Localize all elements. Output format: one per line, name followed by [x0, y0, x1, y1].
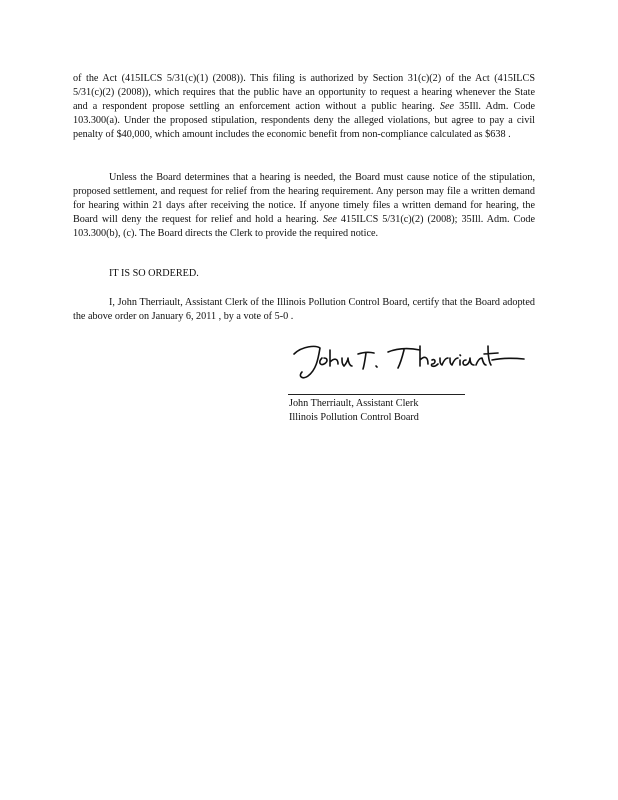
- see-citation-1: See: [439, 101, 455, 112]
- handwritten-signature: [288, 336, 528, 386]
- paragraph-1-continuation: 35Ill. Adm. Code 103.300(a). Under the proposed stipulation, respondents deny the alleged violations, but agree to pay a civil penalty of $40,000, which amount includes the economic benefit from non-compliance calculated as $638 .: [73, 101, 535, 140]
- signer-block: [289, 397, 419, 425]
- see-citation-2: See: [322, 214, 337, 225]
- certification-paragraph: I, John Therriault, Assistant Clerk of the Illinois Pollution Control Board, certify that the Board adopted the above order on January 6, 2011 , by a vote of 5-0 .: [73, 297, 535, 322]
- paragraph-1-text: of the Act (415ILCS 5/31(c)(1) (2008)). This filing is authorized by Section 31(c)(2) of the Act (415ILCS 5/31(c)(2) (2008)), which requires that the public have an opportunity to request a hearing whenever the State and a respondent propose settling an enforcement action without a public hearing.: [73, 73, 535, 112]
- body-paragraph-2: [73, 171, 535, 241]
- signer-office: Illinois Pollution Control Board: [289, 412, 419, 423]
- signer-name: John Therriault, Assistant Clerk: [289, 398, 419, 409]
- ordered-statement: IT IS SO ORDERED.: [109, 268, 199, 279]
- paragraph-2-text: Unless the Board determines that a hearing is needed, the Board must cause notice of the stipulation, proposed settlement, and request for relief from the hearing requirement. Any person may file a written demand for hearing within 21 days after receiving the notice. If anyone timely files a written demand for hearing, the Board will deny the request for relief and hold a hearing.: [73, 172, 535, 225]
- signature-line: [288, 394, 465, 395]
- paragraph-2-continuation: 415ILCS 5/31(c)(2) (2008); 35Ill. Adm. Code 103.300(b), (c). The Board directs the Clerk to provide the required notice.: [73, 214, 536, 239]
- body-paragraph-1: [73, 72, 535, 142]
